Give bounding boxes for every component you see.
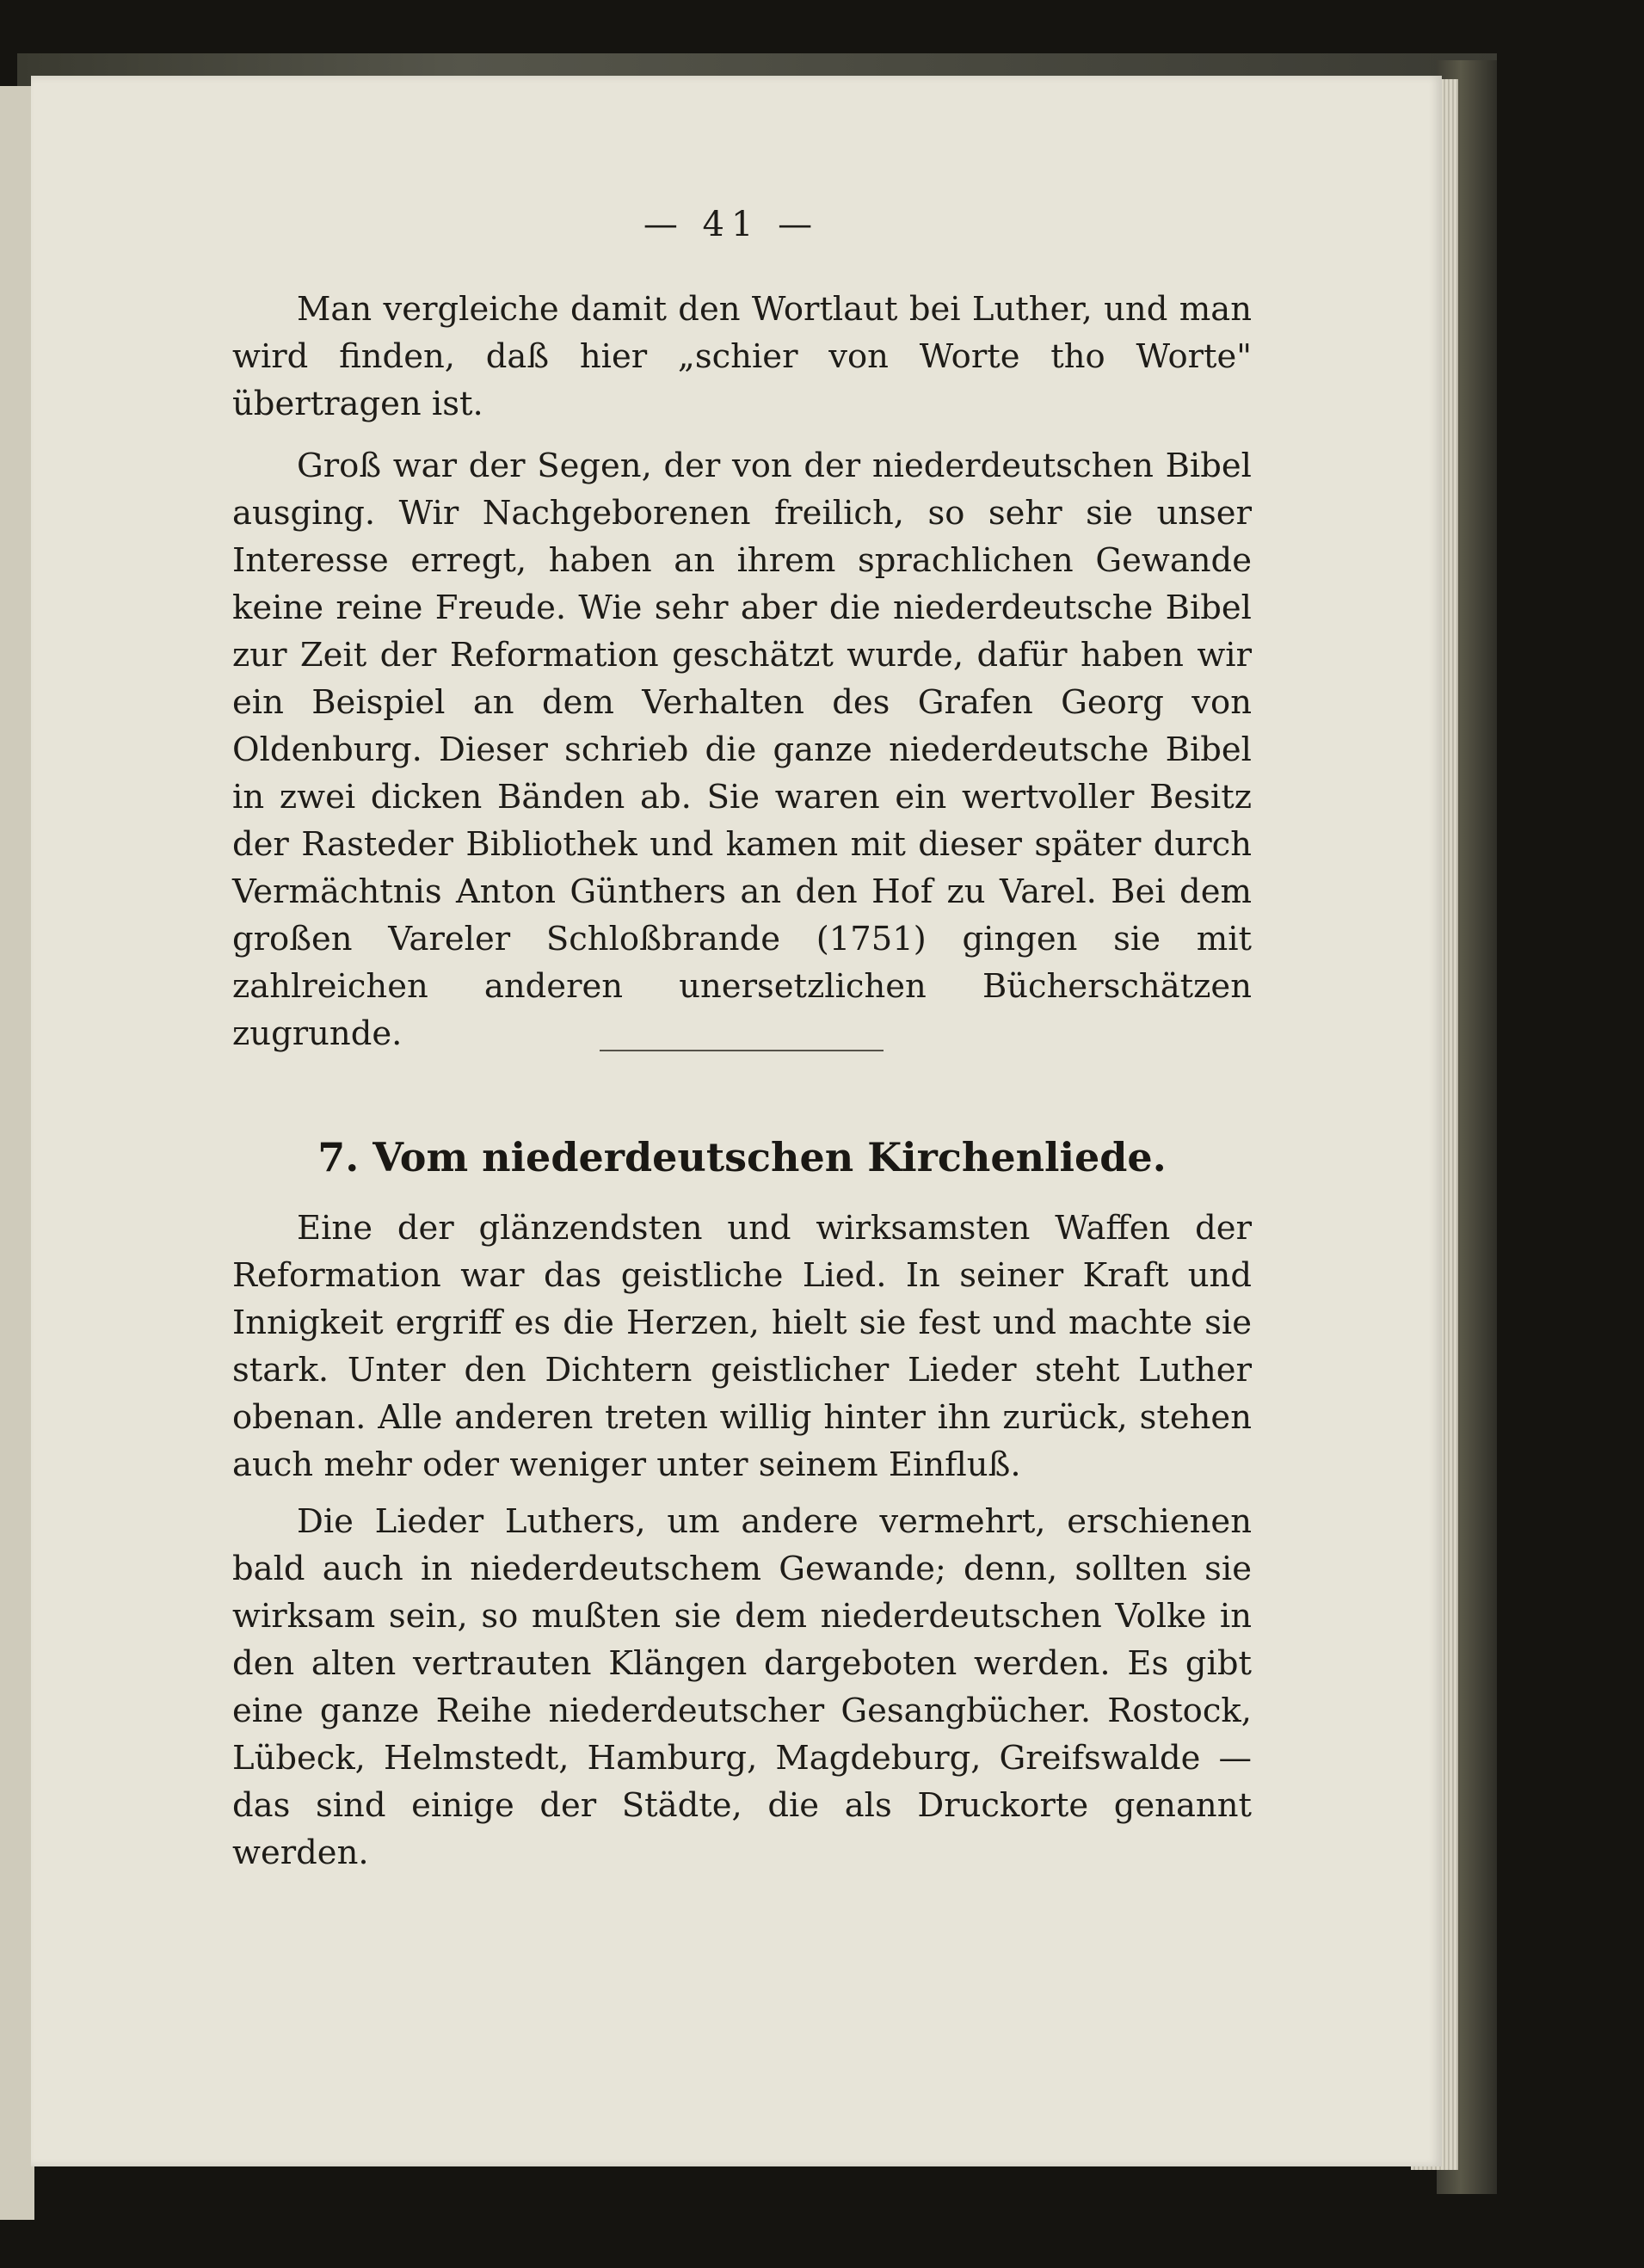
paragraph-geistliches-lied: Eine der glänzendsten und wirksamsten Waffen der Reformation war das geistliche Lied. In seiner Kraft und Innigkeit ergriff es die Herzen, hielt sie fest und machte sie stark. Unter den Dichtern geistlicher Lieder steht Luther obenan. Alle anderen treten willig hinter ihn zurück, stehen auch mehr oder weniger unter seinem Einfluß. <box>232 1209 1252 1484</box>
page-number: — 41 — <box>643 205 820 244</box>
section-divider <box>600 1050 884 1051</box>
section-heading: 7. Vom niederdeutschen Kirchenliede. <box>317 1134 1167 1180</box>
paragraph-wortlaut: Man vergleiche damit den Wortlaut bei Luther, und man wird finden, daß hier „schier von Worte tho Worte" übertragen ist. <box>232 290 1252 423</box>
paragraph-segen-bibel: Groß war der Segen, der von der niederdeutschen Bibel ausging. Wir Nachgeborenen freilich, so sehr sie unser Interesse erregt, haben an ihrem sprachlichen Gewande keine reine Freude. Wie sehr aber die niederdeutsche Bibel zur Zeit der Reformation geschätzt wurde, dafür haben wir ein Beispiel an dem Verhalten des Grafen Georg von Oldenburg. Dieser schrieb die ganze niederdeutsche Bibel in zwei dicken Bänden ab. Sie waren ein wertvoller Besitz der Rasteder Bibliothek und kamen mit dieser später durch Vermächtnis Anton Günthers an den Hof zu Varel. Bei dem großen Vareler Schloßbrande (1751) gingen sie mit zahlreichen anderen unersetzlichen Bücherschätzen zugrunde. <box>232 447 1252 1053</box>
paragraph-lieder-luthers: Die Lieder Luthers, um andere vermehrt, erschienen bald auch in niederdeutschem Gewande; denn, sollten sie wirksam sein, so mußten sie dem niederdeutschen Volke in den alten vertrauten Klängen dargeboten werden. Es gibt eine ganze Reihe niederdeutscher Gesangbücher. Rostock, Lübeck, Helmstedt, Hamburg, Magdeburg, Greifswalde — das sind einige der Städte, die als Druckorte genannt werden. <box>232 1502 1252 1872</box>
facing-page-edge <box>0 86 34 2220</box>
